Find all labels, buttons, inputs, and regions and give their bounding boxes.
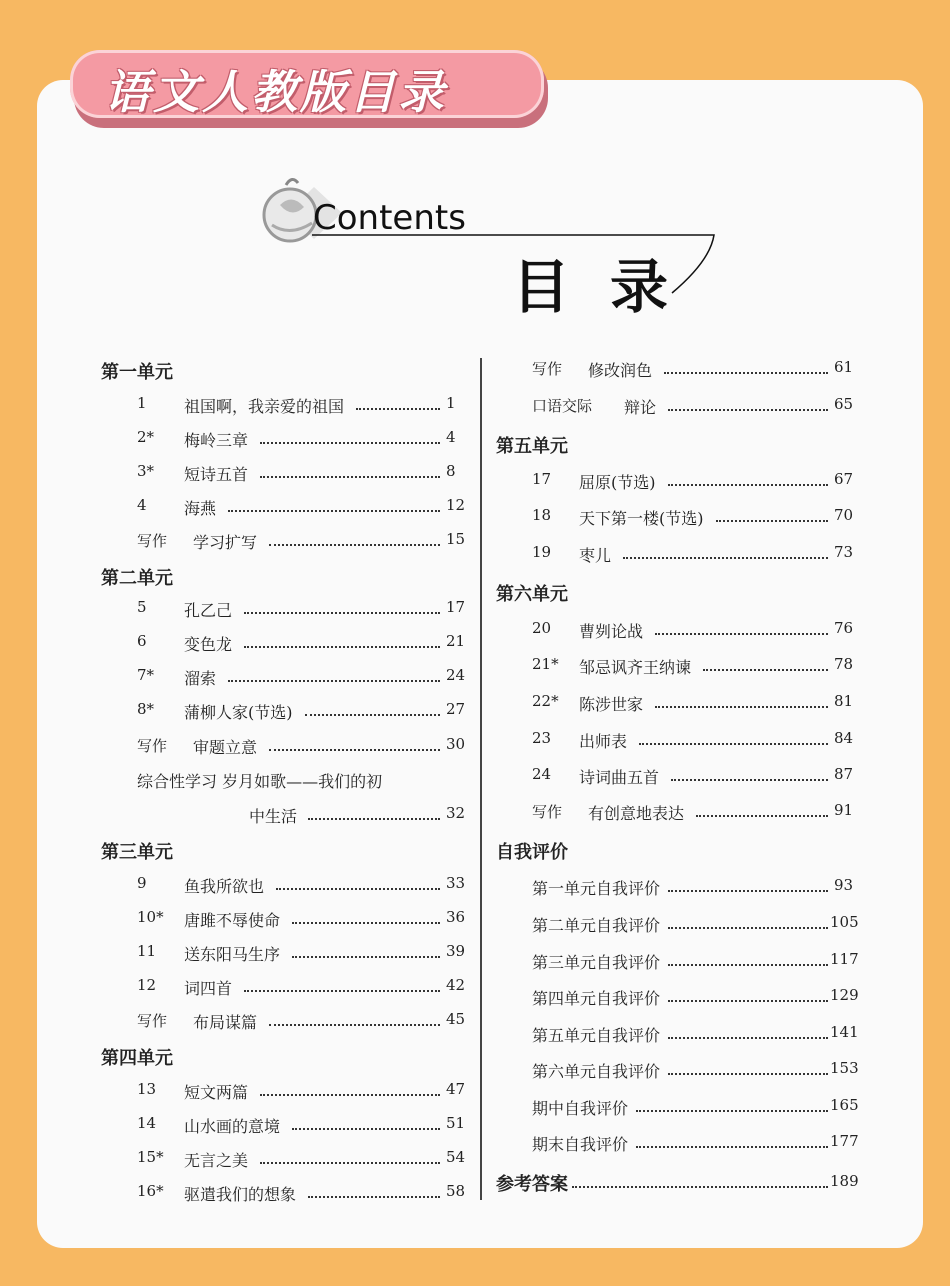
toc-item-title[interactable]: 孔乙己 xyxy=(184,601,233,620)
unit-heading: 自我评价 xyxy=(496,842,568,863)
dot-leader xyxy=(696,815,828,817)
page-number: 70 xyxy=(834,506,854,524)
dot-leader xyxy=(308,1196,440,1198)
page-number: 93 xyxy=(834,876,854,894)
dot-leader xyxy=(356,408,440,410)
toc-item-title[interactable]: 溜索 xyxy=(184,669,217,688)
dot-leader xyxy=(276,888,440,890)
dot-leader xyxy=(668,964,828,966)
page-number: 33 xyxy=(446,874,466,892)
toc-item-title[interactable]: 学习扩写 xyxy=(193,533,258,552)
dot-leader xyxy=(668,890,828,892)
toc-item-title[interactable]: 无言之美 xyxy=(184,1151,249,1170)
toc-item-title[interactable]: 期末自我评价 xyxy=(532,1135,629,1154)
dot-leader xyxy=(260,476,440,478)
page-number: 91 xyxy=(834,801,854,819)
toc-item-title[interactable]: 陈涉世家 xyxy=(579,695,644,714)
toc-item-title[interactable]: 短文两篇 xyxy=(184,1083,249,1102)
page-number: 165 xyxy=(830,1096,859,1114)
dot-leader xyxy=(639,743,828,745)
toc-item-number: 15* xyxy=(137,1148,164,1166)
page-number: 30 xyxy=(446,735,466,753)
page-number: 141 xyxy=(830,1023,859,1041)
toc-item-title[interactable]: 曹刿论战 xyxy=(579,622,644,641)
page-number: 15 xyxy=(446,530,466,548)
page-heading: 目录 xyxy=(512,253,709,321)
contents-word: Contents xyxy=(313,198,466,238)
dot-leader xyxy=(228,680,440,682)
dot-leader xyxy=(636,1146,828,1148)
page-number: 105 xyxy=(830,913,859,931)
dot-leader xyxy=(668,1037,828,1039)
dot-leader xyxy=(244,646,440,648)
dot-leader xyxy=(664,372,828,374)
dot-leader xyxy=(269,1024,440,1026)
toc-item-number: 8* xyxy=(137,700,155,718)
toc-item-title[interactable]: 天下第一楼(节选) xyxy=(579,509,704,528)
toc-item-title[interactable]: 祖国啊，我亲爱的祖国 xyxy=(184,397,345,416)
toc-item-title[interactable]: 第四单元自我评价 xyxy=(532,989,661,1008)
toc-item-title[interactable]: 驱遣我们的想象 xyxy=(184,1185,297,1204)
toc-item-title[interactable]: 出师表 xyxy=(579,732,628,751)
toc-item-title[interactable]: 修改润色 xyxy=(588,361,653,380)
toc-item-number: 21* xyxy=(532,655,559,673)
dot-leader xyxy=(668,409,828,411)
page-number: 47 xyxy=(446,1080,466,1098)
dot-leader xyxy=(260,1094,440,1096)
page-number: 1 xyxy=(446,394,456,412)
toc-item-title[interactable]: 中生活 xyxy=(249,807,298,826)
toc-item-number: 19 xyxy=(532,543,552,561)
toc-item-title[interactable]: 审题立意 xyxy=(193,738,258,757)
toc-item-number: 16* xyxy=(137,1182,164,1200)
toc-item-title[interactable]: 词四首 xyxy=(184,979,233,998)
toc-item-number: 23 xyxy=(532,729,552,747)
dot-leader xyxy=(308,818,440,820)
page-number: 39 xyxy=(446,942,466,960)
toc-item-number: 11 xyxy=(137,942,157,960)
toc-item-title[interactable]: 布局谋篇 xyxy=(193,1013,258,1032)
page-number: 153 xyxy=(830,1059,859,1077)
dot-leader xyxy=(269,544,440,546)
page-number: 67 xyxy=(834,470,854,488)
page-number: 73 xyxy=(834,543,854,561)
dot-leader xyxy=(668,1073,828,1075)
answer-heading[interactable]: 参考答案 xyxy=(496,1174,568,1195)
toc-item-number: 10* xyxy=(137,908,164,926)
page-number: 84 xyxy=(834,729,854,747)
toc-item-number: 13 xyxy=(137,1080,157,1098)
page-number: 36 xyxy=(446,908,466,926)
unit-heading: 第四单元 xyxy=(101,1048,173,1069)
page-number: 8 xyxy=(446,462,456,480)
dot-leader xyxy=(244,990,440,992)
toc-item-title[interactable]: 送东阳马生序 xyxy=(184,945,281,964)
banner-title: 语文人教版目录 xyxy=(104,65,447,119)
dot-leader xyxy=(668,927,828,929)
dot-leader xyxy=(292,922,440,924)
toc-item-title[interactable]: 第二单元自我评价 xyxy=(532,916,661,935)
toc-item-title[interactable]: 诗词曲五首 xyxy=(579,768,660,787)
toc-item-title[interactable]: 有创意地表达 xyxy=(588,804,685,823)
title-banner xyxy=(70,48,550,126)
toc-item-title[interactable]: 综合性学习 岁月如歌——我们的初 xyxy=(137,772,383,791)
column-divider xyxy=(480,358,482,1200)
dot-leader xyxy=(228,510,440,512)
toc-item-number: 写作 xyxy=(137,1012,168,1030)
page-number: 65 xyxy=(834,395,854,413)
dot-leader xyxy=(572,1186,828,1188)
page-number: 78 xyxy=(834,655,854,673)
page-number: 17 xyxy=(446,598,466,616)
page-number: 42 xyxy=(446,976,466,994)
dot-leader xyxy=(655,706,828,708)
page-number: 45 xyxy=(446,1010,466,1028)
toc-item-title[interactable]: 唐雎不辱使命 xyxy=(184,911,281,930)
toc-item-number: 7* xyxy=(137,666,155,684)
dot-leader xyxy=(260,442,440,444)
toc-item-number: 9 xyxy=(137,874,147,892)
toc-item-title[interactable]: 梅岭三章 xyxy=(184,431,249,450)
page-number: 12 xyxy=(446,496,466,514)
page-number: 24 xyxy=(446,666,466,684)
page-number: 87 xyxy=(834,765,854,783)
toc-item-title[interactable]: 变色龙 xyxy=(184,635,233,654)
unit-heading: 第三单元 xyxy=(101,842,173,863)
toc-item-title[interactable]: 第六单元自我评价 xyxy=(532,1062,661,1081)
dot-leader xyxy=(305,714,441,716)
toc-item-title[interactable]: 辩论 xyxy=(624,398,657,417)
dot-leader xyxy=(671,779,828,781)
page-number: 189 xyxy=(830,1172,859,1190)
dot-leader xyxy=(269,749,440,751)
toc-item-number: 24 xyxy=(532,765,552,783)
page-number: 81 xyxy=(834,692,854,710)
page-number: 21 xyxy=(446,632,466,650)
toc-item-title[interactable]: 第五单元自我评价 xyxy=(532,1026,661,1045)
toc-item-number: 写作 xyxy=(532,803,563,821)
page-number: 58 xyxy=(446,1182,466,1200)
toc-item-number: 写作 xyxy=(532,360,563,378)
page-number: 4 xyxy=(446,428,456,446)
toc-item-title[interactable]: 短诗五首 xyxy=(184,465,249,484)
unit-heading: 第六单元 xyxy=(496,584,568,605)
toc-item-title[interactable]: 海燕 xyxy=(184,499,217,518)
toc-item-number: 18 xyxy=(532,506,552,524)
page-number: 27 xyxy=(446,700,466,718)
toc-item-number: 3* xyxy=(137,462,155,480)
unit-heading: 第五单元 xyxy=(496,436,568,457)
toc-item-title[interactable]: 山水画的意境 xyxy=(184,1117,281,1136)
page-number: 32 xyxy=(446,804,466,822)
dot-leader xyxy=(716,520,829,522)
dot-leader xyxy=(655,633,828,635)
dot-leader xyxy=(668,484,829,486)
toc-item-number: 写作 xyxy=(137,532,168,550)
toc-item-number: 12 xyxy=(137,976,157,994)
page-number: 177 xyxy=(830,1132,859,1150)
dot-leader xyxy=(260,1162,440,1164)
toc-item-number: 2* xyxy=(137,428,155,446)
dot-leader xyxy=(292,1128,440,1130)
dot-leader xyxy=(703,669,828,671)
toc-item-number: 口语交际 xyxy=(532,397,593,415)
toc-item-number: 1 xyxy=(137,394,147,412)
toc-item-number: 5 xyxy=(137,598,147,616)
page-number: 61 xyxy=(834,358,854,376)
toc-item-title[interactable]: 第一单元自我评价 xyxy=(532,879,661,898)
toc-item-title[interactable]: 枣儿 xyxy=(579,546,612,565)
page-number: 117 xyxy=(830,950,859,968)
dot-leader xyxy=(623,557,828,559)
toc-item-number: 17 xyxy=(532,470,552,488)
unit-heading: 第一单元 xyxy=(101,362,173,383)
toc-item-number: 4 xyxy=(137,496,147,514)
unit-heading: 第二单元 xyxy=(101,568,173,589)
page-number: 51 xyxy=(446,1114,466,1132)
page-number: 76 xyxy=(834,619,854,637)
toc-item-title[interactable]: 蒲柳人家(节选) xyxy=(184,703,293,722)
toc-item-number: 6 xyxy=(137,632,147,650)
toc-item-title[interactable]: 鱼我所欲也 xyxy=(184,877,265,896)
page-number: 129 xyxy=(830,986,859,1004)
toc-item-number: 14 xyxy=(137,1114,157,1132)
toc-item-title[interactable]: 期中自我评价 xyxy=(532,1099,629,1118)
dot-leader xyxy=(636,1110,828,1112)
toc-item-number: 20 xyxy=(532,619,552,637)
page-number: 54 xyxy=(446,1148,466,1166)
dot-leader xyxy=(668,1000,828,1002)
dot-leader xyxy=(244,612,440,614)
toc-item-title[interactable]: 屈原(节选) xyxy=(579,473,656,492)
dot-leader xyxy=(292,956,440,958)
toc-item-title[interactable]: 第三单元自我评价 xyxy=(532,953,661,972)
toc-item-number: 写作 xyxy=(137,737,168,755)
toc-item-number: 22* xyxy=(532,692,559,710)
toc-item-title[interactable]: 邹忌讽齐王纳谏 xyxy=(579,658,692,677)
